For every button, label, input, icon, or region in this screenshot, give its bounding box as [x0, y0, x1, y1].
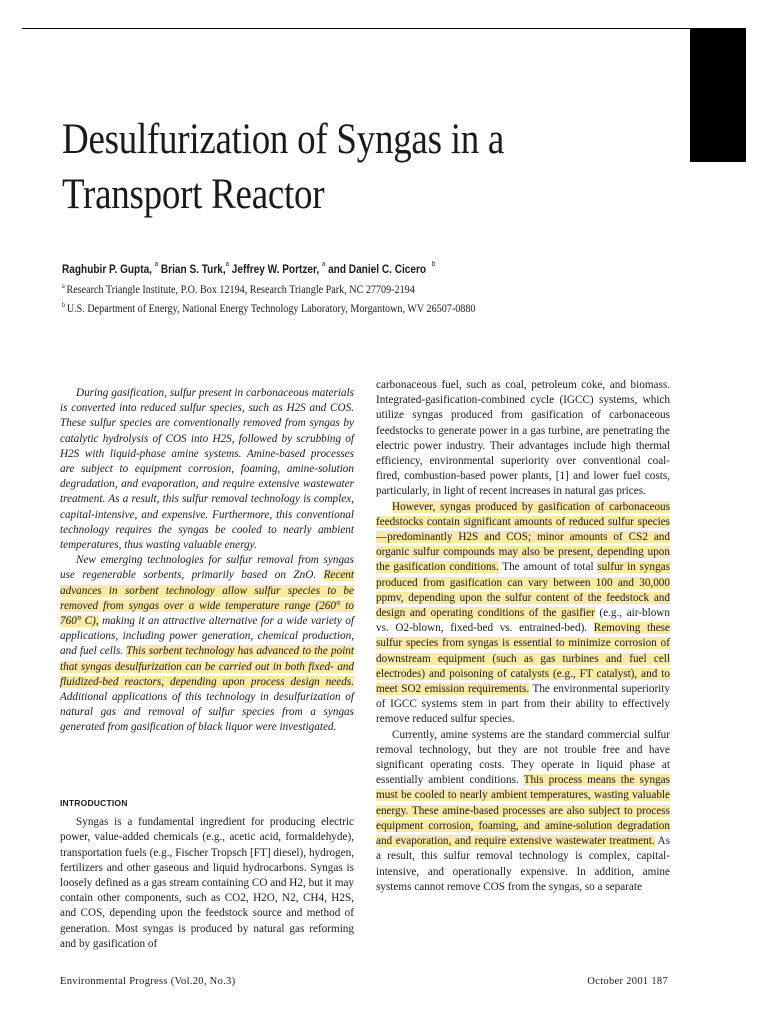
author-list [62, 262, 435, 276]
affiliation-marker: a [225, 261, 229, 268]
abstract-paragraph: During gasification, sulfur present in carbonaceous materials is converted into reduced sulfur species, such as H2S and COS. These sulfur species are conventionally removed from syngas by catalytic hydrolysis of COS into H2S, followed by scrubbing of H2S with liquid-phase amine systems. Amine-based processes are subject to equipment corrosion, foaming, amine-solution degradation, and evaporation, and require extensive wastewater treatment. As a result, this sulfur removal technology is complex, capital-intensive, and expensive. Furthermore, this conventional technology requires the syngas be cooled to nearly ambient temperatures, thus wasting valuable energy. [60, 387, 354, 552]
body-text: The environmental superiority of IGCC systems stem in part from their ability to effectively remove reduced sulfur species. [376, 683, 670, 726]
abstract-text: New emerging technologies for sulfur removal from syngas use regenerable sorbents, primarily based on ZnO. [60, 554, 354, 582]
abstract-column [60, 386, 354, 736]
body-text: (e.g., air-blown vs. O2-blown, fixed-bed vs. entrained-bed). [376, 607, 670, 635]
body-text: The amount of total [498, 561, 598, 574]
title-line-1: Desulfurization of Syngas in a [62, 116, 505, 163]
title-line-2: Transport Reactor [62, 171, 325, 218]
affiliation-line [62, 282, 415, 296]
abstract-text: making it an attractive alternative for a wide variety of applications, including power generation, chemical production, and fuel cells. [60, 615, 354, 658]
section-tab-marker [690, 28, 746, 162]
affiliation-marker: b [431, 261, 435, 268]
affiliation-text: Research Triangle Institute, P.O. Box 12194, Research Triangle Park, NC 27709-2194 [66, 283, 415, 296]
affiliation-marker: b [62, 301, 66, 309]
highlighted-text: This sorbent technology has advanced to the point that syngas desulfurization can be carried out in both fixed- and fluidized-bed reactors, depending upon process design needs. [60, 645, 354, 688]
highlighted-text: Removing these sulfur species from syngas is essential to minimize corrosion of downstream equipment (such as gas turbines and fuel cell electrodes) and poisoning of catalysts (e.g., FT catalyst), and to meet SO2 emission requirements. [376, 622, 670, 696]
highlighted-text: However, syngas produced by gasification of carbonaceous feedstocks contain significant amounts of reduced sulfur species—predominantly H2S and COS; minor amounts of CS2 and organic sulfur compounds may also be present, depending upon the gasification conditions. [376, 500, 670, 574]
affiliation-marker: a [154, 261, 159, 268]
body-paragraph: Syngas is a fundamental ingredient for producing electric power, value-added chemicals (e.g., acetic acid, formaldehyde), transportation fuels (e.g., Fischer Tropsch [FT] diesel), hydrogen, fertilizers and other gaseous and liquid hydrocarbons. Syngas is loosely defined as a gas stream containing CO and H2, but it may contain other components, such as CO2, H2O, N2, CH4, H2S, and COS, depending upon the feedstock source and method of generation. Most syngas is produced by natural gas reforming and by gasification of [60, 816, 354, 950]
top-rule [22, 28, 690, 29]
body-paragraph [376, 728, 670, 895]
author-name: and Daniel C. Cicero [328, 262, 427, 276]
affiliation-marker: a [321, 261, 326, 268]
introduction-section [60, 796, 354, 952]
body-text: As a result, this sulfur removal technology is complex, capital-intensive, and operationally expensive. In addition, amine systems cannot remove COS from the syngas, so a separate [376, 835, 670, 893]
body-text: Currently, amine systems are the standard commercial sulfur removal technology, but they are not trouble free and have significant operating costs. They operate in liquid phase at essentially ambient conditions. [376, 728, 670, 787]
affiliation-line [62, 301, 475, 315]
affiliation-text: U.S. Department of Energy, National Energy Technology Laboratory, Morgantown, WV 26507-0880 [66, 302, 476, 315]
body-paragraph: carbonaceous fuel, such as coal, petroleum coke, and biomass. Integrated-gasification-combined cycle (IGCC) systems, which utilize syngas produced from gasification of carbonaceous feedstocks to generate power in a gas turbine, are penetrating the electric power industry. Their advantages include high thermal efficiency, environmental superiority over conventional coal-fired, combustion-based power plants, [1] and lower fuel costs, particularly, in light of recent increases in natural gas prices. [376, 379, 670, 498]
highlighted-text: sulfur in syngas produced from gasification can vary between 100 and 30,000 ppmv, depending upon the sulfur content of the feedstock and design and operating conditions of the gasifier [376, 561, 670, 620]
abstract-paragraph [60, 553, 354, 735]
highlighted-text: This process means the syngas must be cooled to nearly ambient temperatures, wasting valuable energy. These amine-based processes are also subject to process equipment corrosion, foaming, and amine-solution degradation and evaporation, and require extensive wastewater treatment. [376, 774, 670, 848]
section-heading: INTRODUCTION [60, 798, 128, 808]
author-name: Raghubir P. Gupta, [62, 262, 152, 276]
right-column [376, 378, 670, 895]
abstract-text: Additional applications of this technology in desulfurization of natural gas and removal of sulfur species from a syngas generated from gasification of black liquor were investigated. [60, 691, 354, 734]
affiliation-marker: a [62, 282, 65, 290]
author-name: Jeffrey W. Portzer, [231, 262, 320, 276]
body-paragraph [376, 500, 670, 728]
author-name: Brian S. Turk, [160, 262, 226, 276]
highlighted-text: Recent advances in sorbent technology allow sulfur species to be removed from syngas over a wide temperature range (260° to 760° C), [60, 569, 354, 628]
article-title [62, 112, 578, 222]
footer-page: October 2001 187 [587, 976, 668, 987]
footer-journal: Environmental Progress (Vol.20, No.3) [60, 976, 236, 987]
